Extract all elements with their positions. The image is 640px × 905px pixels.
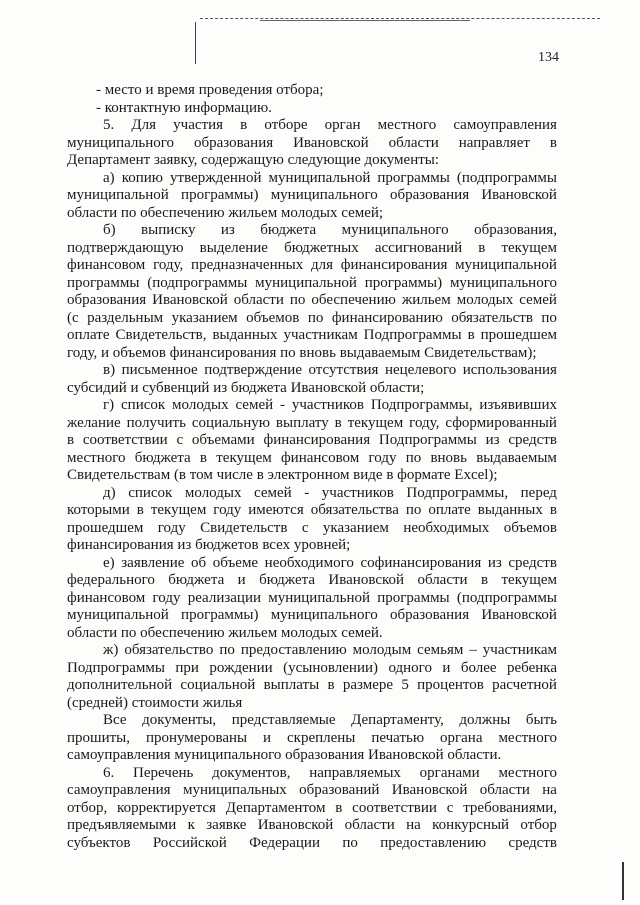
text-line: субсидий и субвенций из бюджета Ивановской области; (67, 379, 425, 396)
text-line: оплате Свидетельств, выданных участникам Подпрограммы в прошедшем (67, 327, 557, 343)
text-line: финансирования из бюджетов всех уровней; (67, 537, 351, 553)
scan-artifact-top-line (260, 20, 470, 21)
scan-artifact-vertical-mark (195, 22, 196, 64)
text-line: муниципальной программы) муниципального образования Ивановской (67, 187, 557, 203)
text-line: - место и время проведения отбора; (96, 82, 324, 98)
text-line: Все документы, представляемые Департаменту, должны быть (103, 712, 557, 728)
text-line: г) список молодых семей - участников Подпрограммы, изъявивших (103, 397, 557, 413)
text-line: Свидетельствам (в том числе в электронном виде в формате Excel); (67, 467, 498, 483)
text-line: 5. Для участия в отборе орган местного самоуправления (103, 117, 557, 133)
text-line: муниципальной программы) муниципального образования Ивановской (67, 607, 557, 623)
text-line: Департамент заявку, содержащую следующие документы: (67, 152, 440, 168)
text-line: желание получить социальную выплату в текущем году, сформированный (67, 414, 557, 431)
text-line: д) список молодых семей - участников Подпрограммы, перед (103, 484, 557, 501)
text-line: в соответствии с объемами финансирования Подпрограммы из средств (67, 432, 557, 448)
text-line: самоуправления муниципального образования Ивановской области. (67, 747, 502, 763)
text-line: федерального бюджета и бюджета Ивановской области в текущем (67, 572, 557, 588)
text-line: программы (подпрограммы муниципальной программы) муниципального (67, 274, 557, 291)
page-number: 134 (538, 50, 559, 65)
document-body (67, 82, 557, 852)
text-line: которыми в текущем году имеются обязательства по оплате выданных в (67, 502, 557, 518)
text-line: прошиты, пронумерованы и скреплены печатью органа местного (67, 729, 557, 746)
text-line: (средней) стоимости жилья (67, 694, 243, 711)
text-line: подтверждающую выделение бюджетных ассигнований в текущем (67, 239, 557, 256)
scan-artifact-top-dashed (200, 18, 600, 19)
text-line: а) копию утвержденной муниципальной программы (подпрограммы (103, 169, 557, 186)
text-line: отбор, корректируется Департаментом в соответствии с требованиями, (67, 799, 557, 816)
text-line: субъектов Российской Федерации по предоставлению средств (67, 834, 557, 851)
text-line: е) заявление об объеме необходимого софинансирования из средств (103, 554, 557, 571)
text-line: местного бюджета в текущем финансовом году по вновь выдаваемым (67, 449, 557, 466)
text-line: (с раздельным указанием объемов по финансированию обязательств по (67, 309, 557, 326)
text-line: муниципального образования Ивановской области направляет в (67, 134, 557, 151)
text-line: финансовом году реализации муниципальной программы (подпрограммы (67, 589, 557, 606)
text-line: финансовом году, предназначенных для финансирования муниципальной (67, 257, 557, 273)
text-line: прошедшем году Свидетельств с указанием необходимых объемов (67, 519, 557, 536)
text-line: - контактную информацию. (96, 99, 272, 116)
text-line: дополнительной социальной выплаты в размере 5 процентов расчетной (67, 677, 557, 693)
text-line: предъявляемыми к заявке Ивановской области на конкурсный отбор (67, 817, 557, 833)
text-line: самоуправления муниципальных образований Ивановской области на (67, 782, 557, 798)
scan-artifact-right-mark (622, 862, 624, 900)
text-line: области по обеспечению жильем молодых семей; (67, 204, 384, 221)
text-line: в) письменное подтверждение отсутствия нецелевого использования (103, 362, 557, 378)
text-line: ж) обязательство по предоставлению молодым семьям – участникам (103, 642, 557, 658)
text-line: 6. Перечень документов, направляемых органами местного (103, 764, 557, 781)
text-line: б) выписку из бюджета муниципального образования, (103, 222, 557, 238)
text-line: году, и объемов финансирования по вновь выдаваемым Свидетельствам); (67, 344, 537, 361)
text-line: образования Ивановской области по обеспечению жильем молодых семей (67, 292, 557, 308)
text-line: Подпрограммы при рождении (усыновлении) одного и более ребенка (67, 659, 557, 676)
text-line: области по обеспечению жильем молодых семей. (67, 624, 383, 641)
